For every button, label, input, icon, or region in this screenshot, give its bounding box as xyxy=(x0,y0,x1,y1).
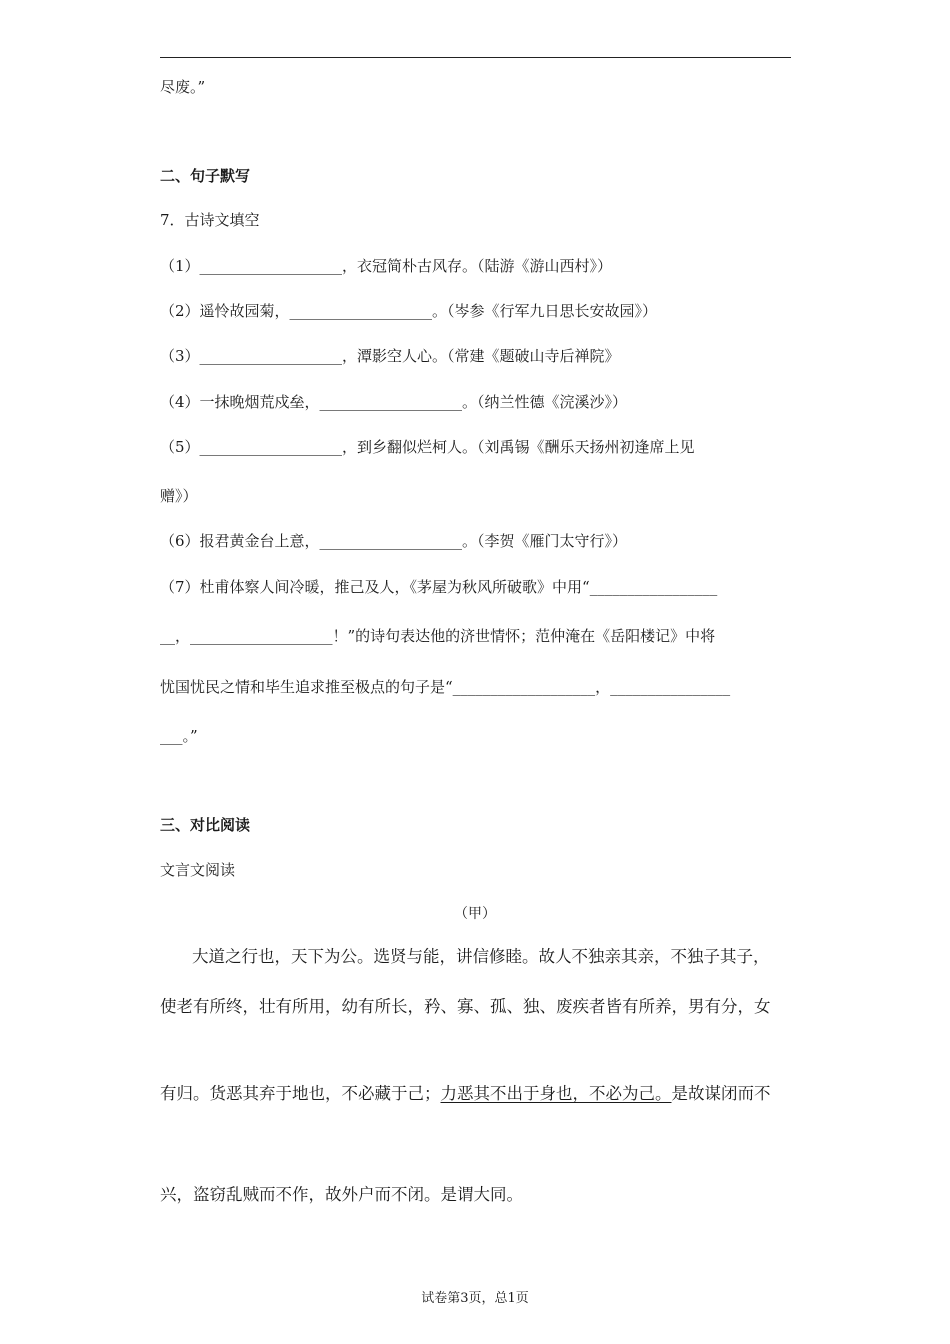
question-7-title: 7．古诗文填空 xyxy=(160,211,260,229)
header-rule xyxy=(160,57,791,58)
fill-item-6: （6）报君黄金台上意，___________________。（李贺《雁门太守行》） xyxy=(160,532,628,550)
passage-line-4: 兴，盗窃乱贼而不作，故外户而不闭。是谓大同。 xyxy=(160,1185,523,1204)
fill-item-1: （1）___________________，衣冠简朴古风存。（陆游《游山西村》） xyxy=(160,257,613,275)
passage-line-3-end: 是故谋闭而不 xyxy=(671,1084,771,1103)
continued-text: 尽废。” xyxy=(160,78,206,96)
fill-item-5-line-2: 赠》） xyxy=(160,487,198,505)
fill-item-4: （4）一抹晚烟荒戍垒，___________________。（纳兰性德《浣溪沙》） xyxy=(160,393,628,411)
passage-line-3-start: 有归。货恶其弃于地也，不必藏于己； xyxy=(160,1084,441,1103)
passage-line-2: 使老有所终，壮有所用，幼有所长，矜、寡、孤、独、废疾者皆有所养，男有分，女 xyxy=(160,997,771,1016)
passage-line-1: 大道之行也，天下为公。选贤与能，讲信修睦。故人不独亲其亲，不独子其子， xyxy=(192,947,770,966)
classical-reading-subtitle: 文言文阅读 xyxy=(160,861,236,879)
fill-item-2: （2）遥怜故园菊，___________________。（岑参《行军九日思长安故园》） xyxy=(160,302,658,320)
fill-item-7-line-2: __，___________________！”的诗句表达他的济世情怀；范仲淹在《岳阳楼记》中将 xyxy=(160,627,716,645)
underlined-sentence: 力恶其不出于身也，不必为己。 xyxy=(440,1084,672,1103)
fill-item-3: （3）___________________，潭影空人心。（常建《题破山寺后禅院》 xyxy=(160,347,620,365)
fill-item-7-line-4: ___。” xyxy=(160,727,198,745)
passage-line-3 xyxy=(160,1083,771,1105)
fill-item-7-line-3: 忧国忧民之情和毕生追求推至极点的句子是“___________________，________________ xyxy=(160,678,731,696)
section-title-sentence-dictation: 二、句子默写 xyxy=(160,167,251,185)
fill-item-7-line-1: （7）杜甫体察人间冷暖，推己及人，《茅屋为秋风所破歌》中用“_________________ xyxy=(160,578,718,596)
passage-label-jia: （甲） xyxy=(454,906,496,922)
section-title-comparative-reading: 三、对比阅读 xyxy=(160,816,251,834)
fill-item-5-line-1: （5）___________________，到乡翻似烂柯人。（刘禹锡《酬乐天扬州初逢席上见 xyxy=(160,438,695,456)
page-footer: 试卷第3页，总1页 xyxy=(421,1291,529,1306)
